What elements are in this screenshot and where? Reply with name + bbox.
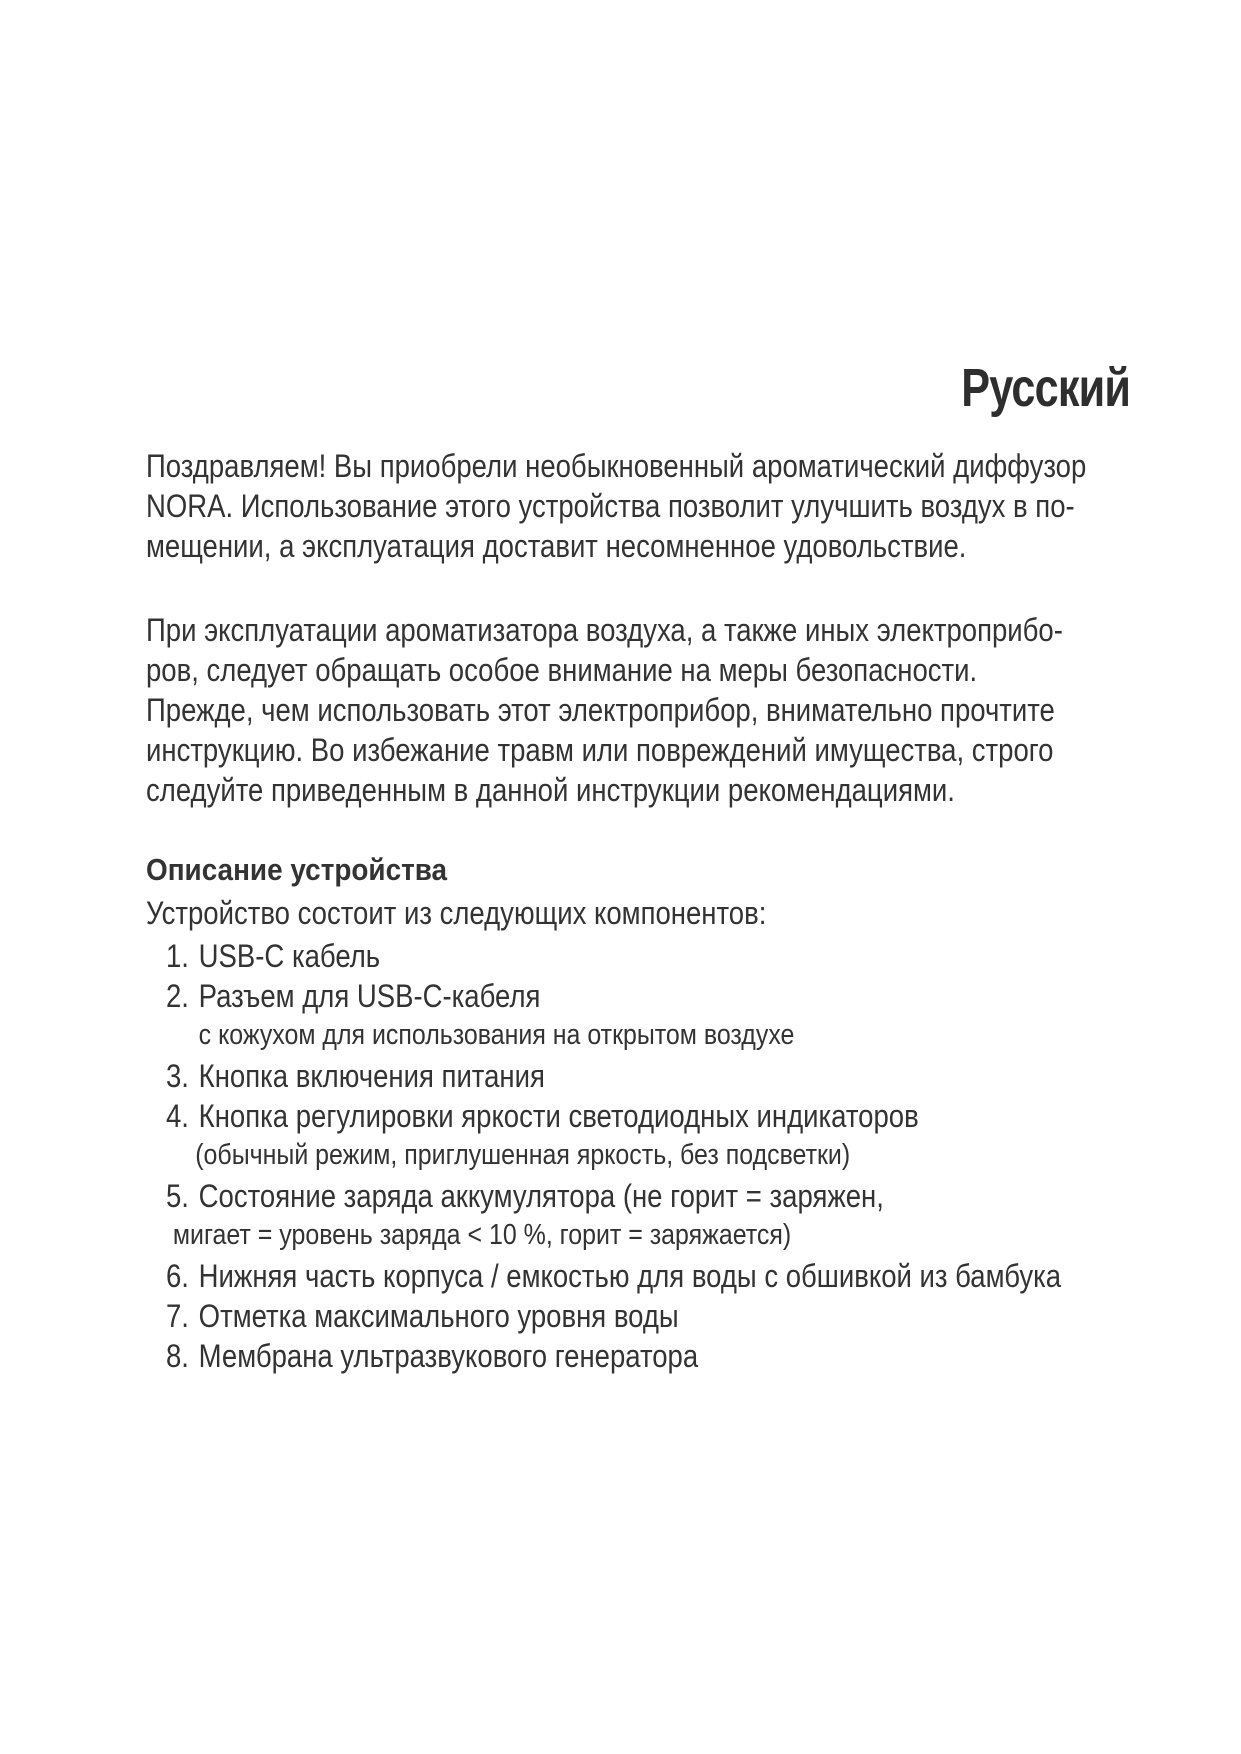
list-item-label: Кнопка включения питания [198, 1058, 545, 1094]
text-line: ров, следует обращать особое внимание на меры безопасности. [146, 652, 978, 688]
list-item [166, 1335, 1061, 1375]
list-item-number: 5. [166, 1178, 189, 1214]
page-title: Русский [961, 358, 1130, 418]
intro-paragraph [146, 445, 1086, 565]
components-intro: Устройство состоит из следующих компонентов: [146, 895, 767, 931]
section-title: Описание устройства [146, 852, 448, 887]
list-item [166, 1295, 1061, 1335]
list-item-number: 6. [166, 1258, 189, 1294]
list-item [166, 935, 1061, 975]
text-line: Прежде, чем использовать этот электроприбор, внимательно прочтите [146, 692, 1055, 728]
list-item-label: Разъем для USB-C-кабеля [198, 978, 541, 1014]
list-item-label: USB-C кабель [198, 938, 381, 974]
list-item-label: Отметка максимального уровня воды [198, 1298, 679, 1334]
list-item-label: Нижняя часть корпуса / емкостью для воды с обшивкой из бамбука [198, 1258, 1062, 1294]
text-line: Поздравляем! Вы приобрели необыкновенный ароматический диффузор [146, 448, 1087, 484]
list-item-detail: (обычный режим, приглушенная яркость, без подсветки) [195, 1139, 851, 1171]
list-item-detail: мигает = уровень заряда < 10 %, горит = заряжается) [172, 1219, 792, 1251]
list-item-number: 4. [166, 1098, 189, 1134]
text-line: NORA. Использование этого устройства позволит улучшить воздух в по- [146, 488, 1075, 524]
components-list [166, 935, 1061, 1375]
list-item-label: Состояние заряда аккумулятора (не горит = заряжен, [198, 1178, 884, 1214]
text-line: следуйте приведенным в данной инструкции рекомендациями. [146, 772, 955, 808]
list-item [166, 1255, 1061, 1295]
list-item-number: 8. [166, 1338, 189, 1374]
list-item-number: 7. [166, 1298, 189, 1334]
list-item [166, 1175, 1061, 1215]
text-line: мещении, а эксплуатация доставит несомненное удовольствие. [146, 528, 967, 564]
list-item-number: 2. [166, 978, 189, 1014]
list-item-label: Мембрана ультразвукового генератора [198, 1338, 699, 1374]
text-line: инструкцию. Во избежание травм или повреждений имущества, строго [146, 732, 1054, 768]
list-item [166, 1095, 1061, 1135]
list-item-number: 3. [166, 1058, 189, 1094]
list-item-label: Кнопка регулировки яркости светодиодных индикаторов [198, 1098, 919, 1134]
list-item [166, 1055, 1061, 1095]
text-line: При эксплуатации ароматизатора воздуха, а также иных электроприбо- [146, 612, 1063, 648]
list-item [166, 975, 1061, 1015]
list-item-number: 1. [166, 938, 189, 974]
safety-paragraph [146, 609, 1063, 809]
list-item-detail: с кожухом для использования на открытом воздухе [198, 1019, 795, 1051]
